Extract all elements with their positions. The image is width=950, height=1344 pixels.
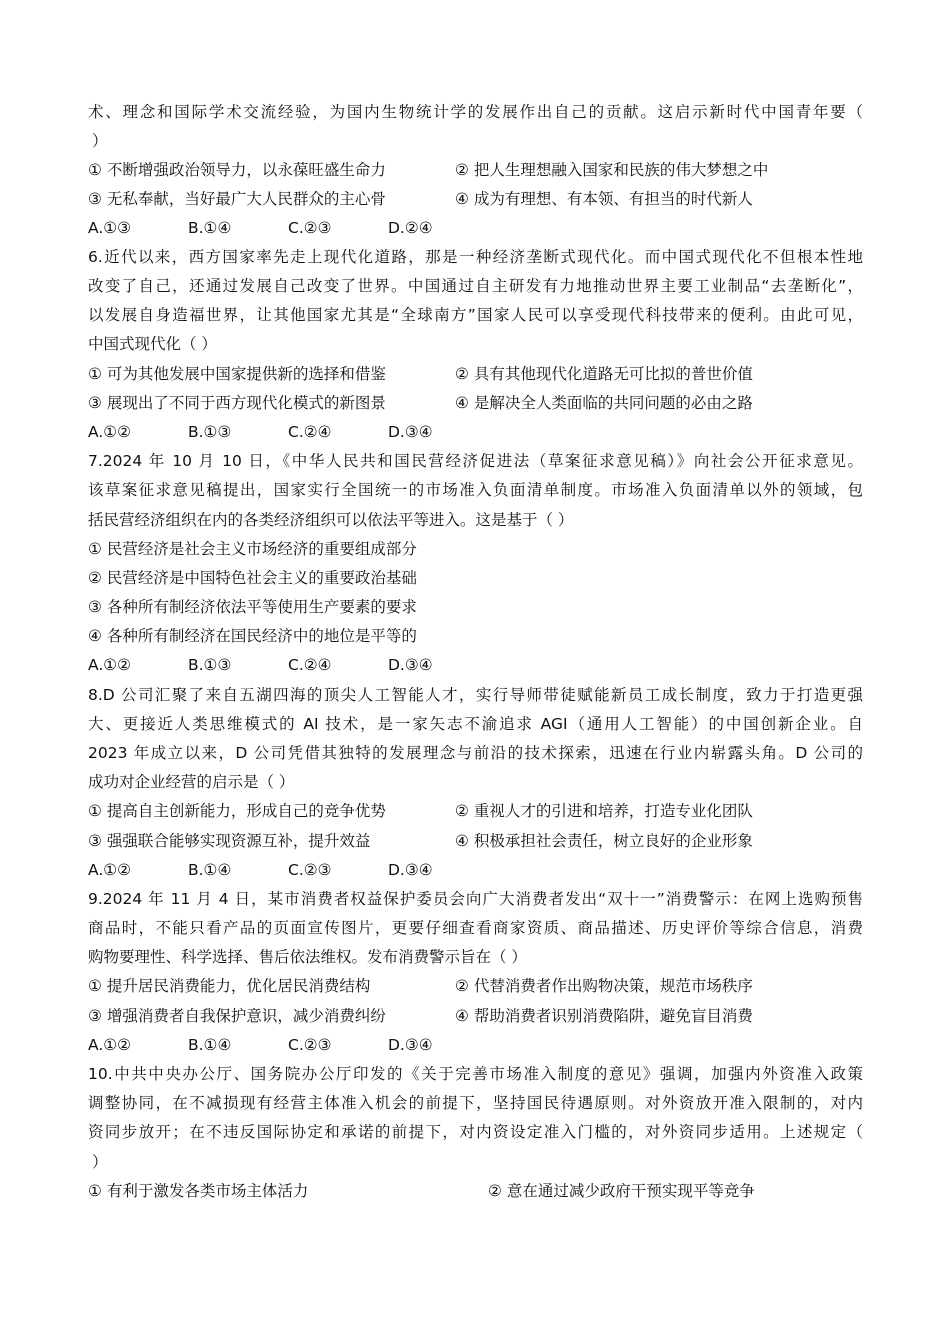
q9-option-1: ① 提升居民消费能力，优化居民消费结构 xyxy=(88,977,371,995)
q5-option-3: ③ 无私奉献，当好最广大人民群众的主心骨 xyxy=(88,190,386,208)
q7-choice-a: A.①② xyxy=(88,656,132,674)
q10-option-2: ② 意在通过减少政府干预实现平等竞争 xyxy=(488,1182,755,1200)
q9-choice-b: B.①④ xyxy=(188,1036,232,1054)
q8-stem-line-3: 2023 年成立以来，D 公司凭借其独特的发展理念与前沿的技术探索，迅速在行业内崭露头角。D 公司的 xyxy=(88,744,863,762)
q10-stem-line-1: 10.中共中央办公厅、国务院办公厅印发的《关于完善市场准入制度的意见》强调，加强内外资准入政策 xyxy=(88,1065,863,1083)
q5-stem-line-2: ） xyxy=(92,132,108,150)
q8-option-2: ② 重视人才的引进和培养，打造专业化团队 xyxy=(455,802,753,820)
q9-option-2: ② 代替消费者作出购物决策，规范市场秩序 xyxy=(455,977,753,995)
q6-stem-line-4: 中国式现代化（ ） xyxy=(88,335,217,353)
q7-option-3: ③ 各种所有制经济依法平等使用生产要素的要求 xyxy=(88,598,417,616)
q5-choice-d: D.②④ xyxy=(388,219,433,237)
q9-choice-c: C.②③ xyxy=(288,1036,332,1054)
q5-option-4: ④ 成为有理想、有本领、有担当的时代新人 xyxy=(455,190,753,208)
q6-choice-c: C.②④ xyxy=(288,423,332,441)
q6-choice-a: A.①② xyxy=(88,423,132,441)
q6-option-2: ② 具有其他现代化道路无可比拟的普世价值 xyxy=(455,365,753,383)
q10-stem-line-3: 资同步放开；在不违反国际协定和承诺的前提下，对内资设定准入门槛的，对外资同步适用。上述规定（ xyxy=(88,1123,863,1141)
q5-choice-a: A.①③ xyxy=(88,219,132,237)
q9-stem-line-1: 9.2024 年 11 月 4 日，某市消费者权益保护委员会向广大消费者发出“双十一”消费警示：在网上选购预售 xyxy=(88,890,863,908)
q7-option-4: ④ 各种所有制经济在国民经济中的地位是平等的 xyxy=(88,627,417,645)
q5-option-1: ① 不断增强政治领导力，以永葆旺盛生命力 xyxy=(88,161,386,179)
q7-choice-b: B.①③ xyxy=(188,656,232,674)
q8-stem-line-4: 成功对企业经营的启示是（ ） xyxy=(88,773,295,791)
q8-option-1: ① 提高自主创新能力，形成自己的竞争优势 xyxy=(88,802,386,820)
q5-choice-c: C.②③ xyxy=(288,219,332,237)
q7-option-1: ① 民营经济是社会主义市场经济的重要组成部分 xyxy=(88,540,417,558)
q6-option-1: ① 可为其他发展中国家提供新的选择和借鉴 xyxy=(88,365,386,383)
q8-choice-c: C.②③ xyxy=(288,861,332,879)
q8-stem-line-2: 大、更接近人类思维模式的 AI 技术，是一家矢志不渝追求 AGI（通用人工智能）的中国创新企业。自 xyxy=(88,715,863,733)
q5-choice-b: B.①④ xyxy=(188,219,232,237)
q7-choice-d: D.③④ xyxy=(388,656,433,674)
q9-choice-a: A.①② xyxy=(88,1036,132,1054)
q9-choice-d: D.③④ xyxy=(388,1036,433,1054)
q6-choice-d: D.③④ xyxy=(388,423,433,441)
q8-choice-d: D.③④ xyxy=(388,861,433,879)
q8-option-4: ④ 积极承担社会责任，树立良好的企业形象 xyxy=(455,832,753,850)
q7-choice-c: C.②④ xyxy=(288,656,332,674)
q8-stem-line-1: 8.D 公司汇聚了来自五湖四海的顶尖人工智能人才，实行导师带徒赋能新员工成长制度，致力于打造更强 xyxy=(88,686,863,704)
q7-stem-line-2: 该草案征求意见稿提出，国家实行全国统一的市场准入负面清单制度。市场准入负面清单以外的领域，包 xyxy=(88,481,863,499)
q8-option-3: ③ 强强联合能够实现资源互补，提升效益 xyxy=(88,832,371,850)
q7-stem-line-1: 7.2024 年 10 月 10 日，《中华人民共和国民营经济促进法（草案征求意见稿）》向社会公开征求意见。 xyxy=(88,452,863,470)
q6-option-3: ③ 展现出了不同于西方现代化模式的新图景 xyxy=(88,394,386,412)
q10-stem-line-2: 调整协同，在不减损现有经营主体准入机会的前提下，坚持国民待遇原则。对外资放开准入限制的，对内 xyxy=(88,1094,863,1112)
q7-stem-line-3: 括民营经济组织在内的各类经济组织可以依法平等进入。这是基于（ ） xyxy=(88,511,574,529)
q10-stem-line-4: ） xyxy=(92,1153,108,1171)
q6-stem-line-1: 6.近代以来，西方国家率先走上现代化道路，那是一种经济垄断式现代化。而中国式现代化不但根本性地 xyxy=(88,248,863,266)
q6-stem-line-2: 改变了自己，还通过发展自己改变了世界。中国通过自主研发有力地推动世界主要工业制品“去垄断化”， xyxy=(88,277,863,295)
q9-stem-line-2: 商品时，不能只看产品的页面宣传图片，更要仔细查看商家资质、商品描述、历史评价等综合信息，消费 xyxy=(88,919,863,937)
q9-option-3: ③ 增强消费者自我保护意识，减少消费纠纷 xyxy=(88,1007,386,1025)
q6-stem-line-3: 以发展自身造福世界，让其他国家尤其是“全球南方”国家人民可以享受现代科技带来的便利。由此可见， xyxy=(88,306,863,324)
q8-choice-b: B.①④ xyxy=(188,861,232,879)
q9-stem-line-3: 购物要理性、科学选择、售后依法维权。发布消费警示旨在（ ） xyxy=(88,948,527,966)
q10-option-1: ① 有利于激发各类市场主体活力 xyxy=(88,1182,309,1200)
q7-option-2: ② 民营经济是中国特色社会主义的重要政治基础 xyxy=(88,569,417,587)
q5-option-2: ② 把人生理想融入国家和民族的伟大梦想之中 xyxy=(455,161,769,179)
q6-choice-b: B.①③ xyxy=(188,423,232,441)
q8-choice-a: A.①② xyxy=(88,861,132,879)
q5-stem-line-1: 术、理念和国际学术交流经验，为国内生物统计学的发展作出自己的贡献。这启示新时代中国青年要（ xyxy=(88,103,863,121)
q9-option-4: ④ 帮助消费者识别消费陷阱，避免盲目消费 xyxy=(455,1007,753,1025)
q6-option-4: ④ 是解决全人类面临的共同问题的必由之路 xyxy=(455,394,753,412)
